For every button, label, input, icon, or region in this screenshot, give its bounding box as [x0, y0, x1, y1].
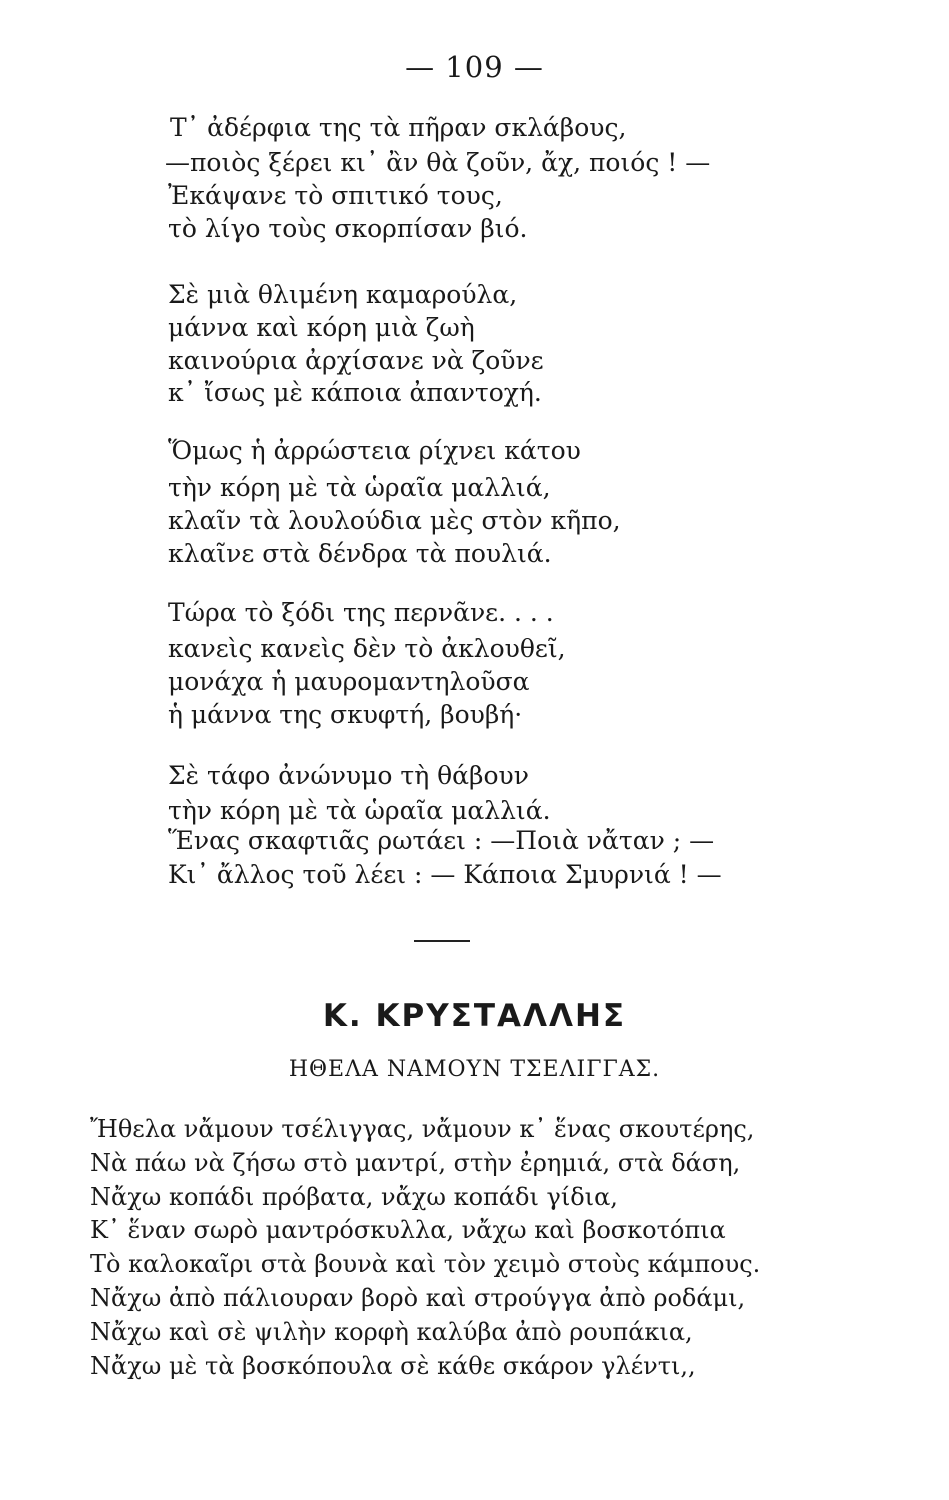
verse-line: μονάχα ἡ μαυρομαντηλοῦσα	[168, 667, 530, 696]
verse-line: τὸ λίγο τοὺς σκορπίσαν βιό.	[168, 214, 528, 243]
verse-line: Τώρα τὸ ξόδι της περνᾶνε. . . .	[168, 598, 554, 627]
verse-line: Τὸ καλοκαῖρι στὰ βουνὰ καὶ τὸν χειμὸ στοὺς κάμπους.	[90, 1250, 761, 1278]
verse-line: Κι᾽ ἄλλος τοῦ λέει : — Κάποια Σμυρνιά ! —	[168, 860, 722, 889]
verse-line: κλαῖνε στὰ δένδρα τὰ πουλιά.	[168, 539, 552, 568]
verse-line: μάννα καὶ κόρη μιὰ ζωὴ	[168, 313, 475, 342]
verse-line: ἡ μάννα της σκυφτή, βουβή·	[168, 700, 523, 729]
verse-line: κανεὶς κανεὶς δὲν τὸ ἀκλουθεῖ,	[168, 634, 566, 663]
verse-line: Νὰ πάω νὰ ζήσω στὸ μαντρί, στὴν ἐρημιά, στὰ δάση,	[90, 1149, 741, 1177]
verse-line: Σὲ μιὰ θλιμένη καμαρούλα,	[168, 280, 518, 309]
section-divider	[414, 940, 470, 942]
verse-line: κλαῖν τὰ λουλούδια μὲς στὸν κῆπο,	[168, 506, 621, 535]
verse-line: Νἄχω ἀπὸ πάλιουραν βορὸ καὶ στρούγγα ἀπὸ ροδάμι,	[90, 1284, 746, 1312]
verse-line: καινούρια ἀρχίσανε νὰ ζοῦνε	[168, 346, 544, 375]
verse-line: Κ᾽ ἕναν σωρὸ μαντρόσκυλλα, νἄχω καὶ βοσκοτόπια	[90, 1216, 726, 1244]
verse-line: Ἤθελα νἄμουν τσέλιγγας, νἄμουν κ᾽ ἕνας σκουτέρης,	[90, 1115, 755, 1143]
poem-title: ΗΘΕΛΑ ΝΑΜΟΥΝ ΤΣΕΛΙΓΓΑΣ.	[288, 1057, 661, 1082]
verse-line: Νἄχω κοπάδι πρόβατα, νἄχω κοπάδι γίδια,	[90, 1183, 618, 1211]
verse-line: Ὅμως ἡ ἀρρώστεια ρίχνει κάτου	[168, 436, 581, 465]
verse-line: —ποιὸς ξέρει κι᾽ ἂν θὰ ζοῦν, ἄχ, ποιός ! —	[165, 148, 711, 177]
verse-line: Ἐκάψανε τὸ σπιτικό τους,	[168, 181, 503, 210]
verse-line: Νἄχω καὶ σὲ ψιλὴν κορφὴ καλύβα ἀπὸ ρουπάκια,	[90, 1318, 693, 1346]
author-heading: Κ. ΚΡΥΣΤΑΛΛΗΣ	[322, 998, 627, 1034]
verse-line: Νἄχω μὲ τὰ βοσκόπουλα σὲ κάθε σκάρον γλέντι,,	[90, 1352, 696, 1380]
verse-line: τὴν κόρη μὲ τὰ ὡραῖα μαλλιά.	[168, 796, 551, 825]
page-number: — 109 —	[405, 50, 544, 84]
verse-line: τὴν κόρη μὲ τὰ ὡραῖα μαλλιά,	[168, 473, 551, 502]
verse-line: κ᾽ ἴσως μὲ κάποια ἀπαντοχή.	[168, 378, 542, 407]
verse-line: Τ᾽ ἀδέρφια της τὰ πῆραν σκλάβους,	[170, 113, 627, 142]
verse-line: Σὲ τάφο ἀνώνυμο τὴ θάβουν	[168, 761, 529, 790]
verse-line: Ἕνας σκαφτιᾶς ρωτάει : —Ποιὰ νἄταν ; —	[168, 826, 715, 855]
